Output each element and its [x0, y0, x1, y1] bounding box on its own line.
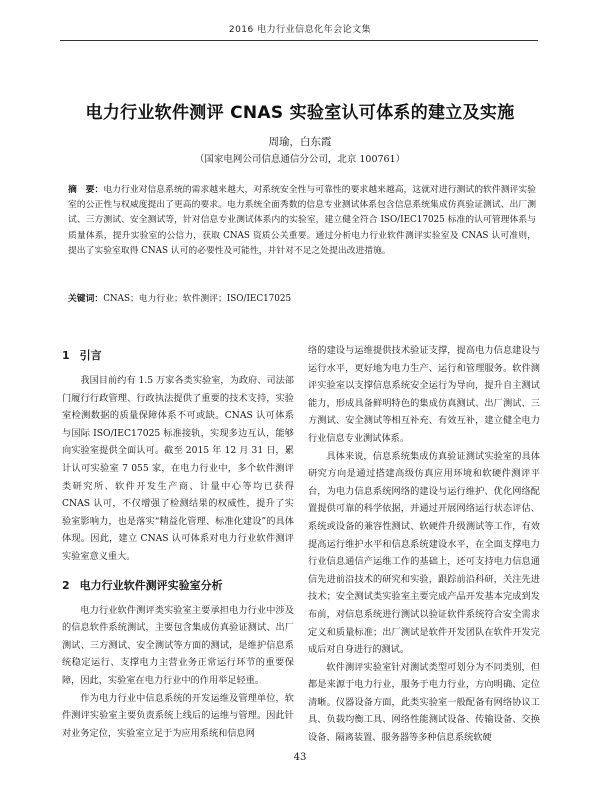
right-column-paragraph: 软件测评实验室针对测试类型可划分为不同类别，但都是来源于电力行业，服务于电力行业，方向明确、定位清晰。仪器设备方面，此类实验室一般配备有网络协议工具、负载均衡工具、网络性能测试设备、传输设备、交换设备、隔离装置、服务器等多种信息系统软硬: [308, 661, 540, 744]
paper-title: 电力行业软件测评 CNAS 实验室认可体系的建立及实施: [85, 103, 515, 123]
page-number: 43: [293, 752, 307, 763]
keywords-label: 关键词：: [68, 294, 104, 304]
section-2-paragraph: 作为电力行业中信息系统的开发运维及管理单位，软件测评实验室主要负责系统上线后的运维与管理。因此针对业务定位，实验室立足于为应用系统和信息网: [62, 692, 294, 739]
right-column: [308, 342, 540, 747]
running-head: 2016 电力行业信息化年会论文集: [228, 25, 372, 35]
keywords: [68, 292, 536, 306]
abstract-text: 电力行业对信息系统的需求越来越大，对系统安全性与可靠性的要求越来越高，这就对进行测试的软件测评实验室的公正性与权威度提出了更高的要求。电力系统全面秀数的信息专业测试体系包含信息系统集成仿真验证测试、出厂测试、三方测试、安全测试等，针对信息专业测试体系内的实验室，建立健全符合 ISO/IEC17025 标准的认可管理体系与质量体系，提升实验室的公信力，获取 CNAS 资质公关重要。通过分析电力行业软件测评实验室及 CNAS 认可准则，提出了实验室取得 CNAS 认可的必要性及可能性，并针对不足之处提出改进措施。: [68, 185, 536, 256]
header-rule: [60, 40, 538, 41]
keywords-text: CNAS；电力行业；软件测评；ISO/IEC17025: [103, 294, 292, 304]
right-column-paragraph: 络的建设与运维提供技术验证支撑，提高电力信息建设与运行水平，更好地为电力生产、运行和管理服务。软件测评实验室以支撑信息系统安全运行为导向，提升自主测试能力，形成具备鲜明特色的集成仿真测试、出厂测试、三方测试、安全测试等相互补充、有效互补，建立健全电力行业信息专业测试体系。: [308, 345, 540, 444]
abstract-label: 摘 要：: [68, 185, 104, 195]
right-column-paragraph: 具体来说，信息系统集成仿真验证测试实验室的具体研究方向是通过搭建高级仿真应用环境和软硬件测评平台，为电力信息系统网络的建设与运行维护、优化网络配置提供可靠的科学依据，并通过开展网络运行状态评估、系统或设备的兼容性测试、软硬件升级测试等工作，有效提高运行维护水平和信息系统建设水平，在全面支撑电力行业信息通信产运维工作的基础上，还可支持电力信息通信先进前沿技术的研究和实验，跟踪前沿科研，关注先进技术；安全测试类实验室主要完成产品开发基本完成到发布前，对信息系统进行测试以验证软件系统符合安全需求定义和质量标准；出厂测试是软件开发团队在软件开发完成后对自身进行的测试。: [308, 450, 540, 656]
authors: 周瑜，白东霞: [268, 136, 332, 148]
section-1-paragraph: 我国目前约有 1.5 万家各类实验室，为政府、司法部门履行行政管理、行政执法提供了重要的技术支持，实验室检测数据的质量保障体系不可或缺。CNAS 认可体系与国际 ISO/IEC17025 标准接轨，实现多边互认，能够向实验室提供全面认可。截至 2015 年 12 月 31 日，累计认可实验室 7 055 家，在电力行业中，多个软件测评类研究所、软件开发生产商、计量中心等均已获得 CNAS 认可，不仅增强了检测结果的权威性，提升了实验室影响力，也是落实“精益化管理、标准化建设”的具体体现。因此，建立 CNAS 认可体系对电力行业软件测评实验室意义重大。: [62, 375, 294, 562]
abstract: [68, 183, 536, 259]
left-column: [62, 348, 294, 742]
section-2-title: 电力行业软件测评实验室分析: [79, 578, 223, 592]
section-2-paragraph: 电力行业软件测评类实验室主要承担电力行业中涉及的信息软件系统测试，主要包含集成仿真验证测试、出厂测试、三方测试、安全测试等方面的测试，是维护信息系统稳定运行、支撑电力主营业务正常运行环节的重要保障，因此，实验室在电力行业中的作用举足轻重。: [62, 604, 294, 686]
section-1-number: 1: [62, 349, 70, 362]
section-2-number: 2: [62, 578, 70, 592]
section-1-heading: [62, 348, 294, 364]
affiliation: （国家电网公司信息通信分公司，北京 100761）: [194, 154, 406, 165]
section-1-title: 引言: [79, 349, 102, 362]
section-2-heading: [62, 578, 294, 594]
